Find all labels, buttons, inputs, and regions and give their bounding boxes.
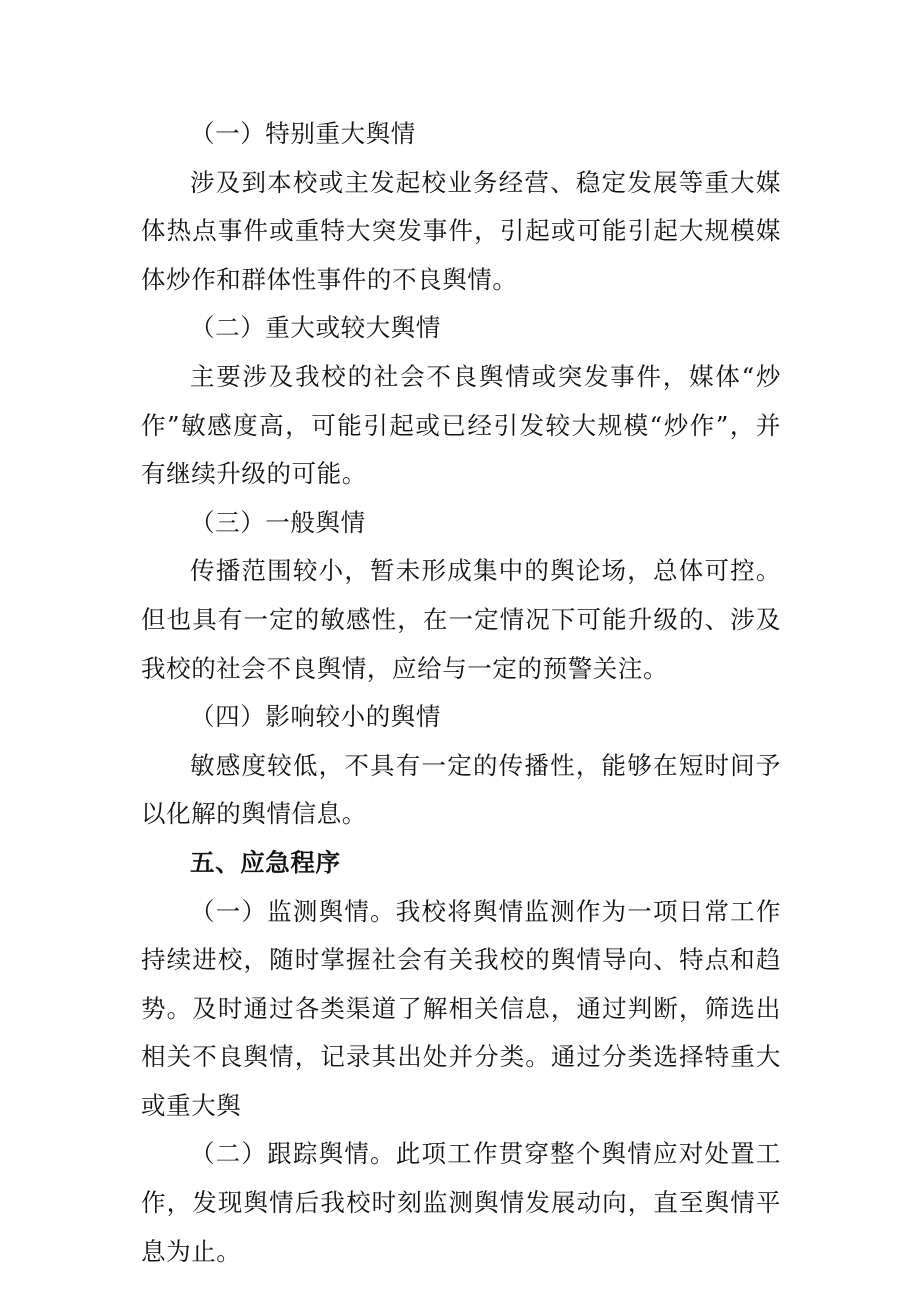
paragraph-monitoring: （一）监测舆情。我校将舆情监测作为一项日常工作持续进校，随时掌握社会有关我校的舆情导向、特点和趋势。及时通过各类渠道了解相关信息，通过判断，筛选出相关不良舆情，记录其出处并分类。通过分类选择特重大或重大舆 <box>141 896 781 1120</box>
section-heading-emergency-procedure: 五、应急程序 <box>190 847 341 877</box>
paragraph-major-desc: 主要涉及我校的社会不良舆情或突发事件，媒体“炒作”敏感度高，可能引起或已经引发较大规模“炒作”，并有继续升级的可能。 <box>141 361 781 489</box>
paragraph-tracking: （二）跟踪舆情。此项工作贯穿整个舆情应对处置工作，发现舆情后我校时刻监测舆情发展动向，直至舆情平息为止。 <box>141 1139 781 1266</box>
document-body <box>141 110 781 1276</box>
paragraph-extraordinary-major-desc: 涉及到本校或主发起校业务经营、稳定发展等重大媒体热点事件或重特大突发事件，引起或可能引起大规模媒体炒作和群体性事件的不良舆情。 <box>141 167 781 294</box>
paragraph-minor-desc: 敏感度较低，不具有一定的传播性，能够在短时间予以化解的舆情信息。 <box>141 750 781 829</box>
subheading-extraordinary-major: （一）特别重大舆情 <box>190 119 416 148</box>
subheading-major: （二）重大或较大舆情 <box>190 313 441 343</box>
subheading-general: （三）一般舆情 <box>190 507 366 537</box>
subheading-minor: （四）影响较小的舆情 <box>190 702 441 732</box>
paragraph-general-desc: 传播范围较小，暂未形成集中的舆论场，总体可控。但也具有一定的敏感性，在一定情况下可能升级的、涉及我校的社会不良舆情，应给与一定的预警关注。 <box>141 556 781 683</box>
